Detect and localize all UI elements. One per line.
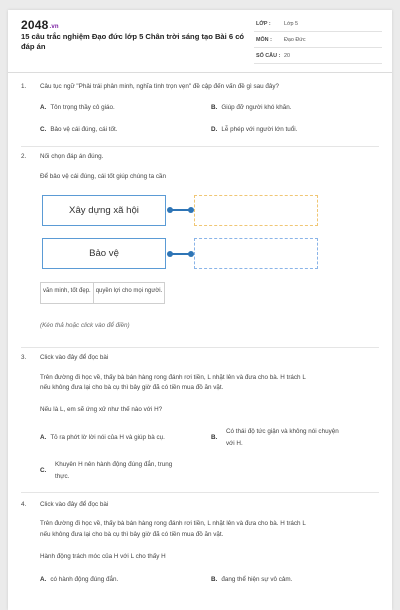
meta-table — [254, 16, 382, 64]
site-logo[interactable] — [21, 18, 59, 32]
option-b[interactable] — [211, 576, 381, 583]
passage-line: nếu không đưa lại cho bà cụ thì bây giờ đã có tiền mua đồ ăn vặt. — [40, 531, 224, 538]
option-text: Giúp đỡ người khó khăn. — [221, 104, 292, 111]
option-letter: C. — [40, 126, 47, 133]
meta-row-subject — [254, 32, 382, 48]
option-text-line: với H. — [226, 440, 243, 447]
option-text: có hành động đúng đắn. — [50, 576, 119, 583]
drag-hint: (Kéo thả hoặc click vào để điền) — [40, 322, 130, 329]
option-letter-text: B. — [211, 434, 218, 441]
option-letter — [211, 434, 221, 441]
question-prompt: Hành động trách móc của H với L cho thấy H — [40, 553, 166, 560]
meta-row-count — [254, 48, 382, 64]
option-a[interactable] — [40, 104, 200, 111]
meta-label: MÔN : — [256, 37, 272, 43]
question-divider — [21, 492, 379, 493]
question-number: 3. — [21, 354, 27, 361]
question-number: 2. — [21, 153, 27, 160]
option-text-line: Khuyên H nên hành động đúng đắn, trung — [55, 461, 173, 468]
question-number: 4. — [21, 501, 27, 508]
passage-line: Trên đường đi học về, thấy bà bán hàng rong đánh rơi tiền, L nhặt lên và đưa cho bà. H trách L — [40, 520, 306, 527]
answer-chip[interactable]: quyền lợi cho mọi người. — [95, 288, 163, 294]
option-text: đang thể hiện sự vô cảm. — [221, 576, 293, 583]
worksheet-title: 15 câu trắc nghiệm Đạo đức lớp 5 Chân trời sáng tạo Bài 6 có đáp án — [21, 32, 245, 51]
worksheet-page — [8, 10, 392, 610]
option-a[interactable] — [40, 434, 205, 441]
option-letter: B. — [211, 576, 218, 583]
match-left-box-2[interactable]: Bảo vệ — [42, 238, 166, 269]
option-letter: B. — [211, 104, 218, 111]
meta-value: Đạo Đức — [284, 37, 306, 43]
option-letter: A. — [40, 434, 47, 441]
question-text: Câu tục ngữ "Phải trái phân minh, nghĩa tình trọn vẹn" đề cập đến vấn đề gì sau đây? — [40, 83, 280, 90]
option-letter: D. — [211, 126, 218, 133]
option-a[interactable] — [40, 576, 205, 583]
meta-row-grade — [254, 16, 382, 32]
read-passage-link[interactable]: Click vào đây để đọc bài — [40, 354, 109, 361]
option-letter: A. — [40, 576, 47, 583]
connector-dot-left[interactable] — [167, 207, 173, 213]
question-divider — [21, 146, 379, 147]
logo-text: 2048 — [21, 18, 49, 32]
option-text: Bảo vệ cái đúng, cái tốt. — [50, 126, 118, 133]
option-d[interactable] — [211, 126, 381, 133]
question-prompt: Nếu là L, em sẽ ứng xử như thế nào với H? — [40, 406, 163, 413]
read-passage-link[interactable]: Click vào đây để đọc bài — [40, 501, 109, 508]
option-text: Lễ phép với người lớn tuổi. — [221, 126, 298, 133]
worksheet-header — [8, 10, 392, 73]
option-letter-text: C. — [40, 467, 47, 474]
connector-dot-left[interactable] — [167, 251, 173, 257]
question-divider — [21, 347, 379, 348]
option-text: Tôn trọng thầy cô giáo. — [50, 104, 115, 111]
question-subtext: Để bảo vệ cái đúng, cái tốt giúp chúng ta cần — [40, 173, 167, 180]
meta-label: LỚP : — [256, 21, 271, 27]
match-drop-zone-1[interactable] — [194, 195, 318, 226]
option-text-line: thực. — [55, 473, 70, 480]
match-left-box-1[interactable]: Xây dựng xã hội — [42, 195, 166, 226]
logo-suffix: .vn — [49, 24, 59, 30]
option-letter — [40, 467, 50, 474]
meta-value: Lớp 5 — [284, 21, 299, 27]
answer-chip[interactable]: văn minh, tốt đẹp. — [41, 283, 94, 303]
match-drop-zone-2[interactable] — [194, 238, 318, 269]
option-b[interactable] — [211, 104, 381, 111]
meta-value: 20 — [284, 53, 290, 59]
option-text: Tỏ ra phớt lờ lời nói của H và giúp bà cụ. — [50, 434, 165, 441]
option-c[interactable] — [40, 126, 200, 133]
answer-chip-bank — [40, 282, 165, 304]
option-text-line: Có thái độ tức giận và không nói chuyện — [226, 428, 339, 435]
passage-line: nếu không đưa lại cho bà cụ thì bây giờ đã có tiền mua đồ ăn vặt. — [40, 384, 224, 391]
question-text: Nối chọn đáp án đúng. — [40, 153, 104, 160]
option-letter: A. — [40, 104, 47, 111]
question-number: 1. — [21, 83, 27, 90]
meta-label: SỐ CÂU : — [256, 53, 281, 59]
passage-line: Trên đường đi học về, thấy bà bán hàng rong đánh rơi tiền, L nhặt lên và đưa cho bà. H trách L — [40, 374, 306, 381]
